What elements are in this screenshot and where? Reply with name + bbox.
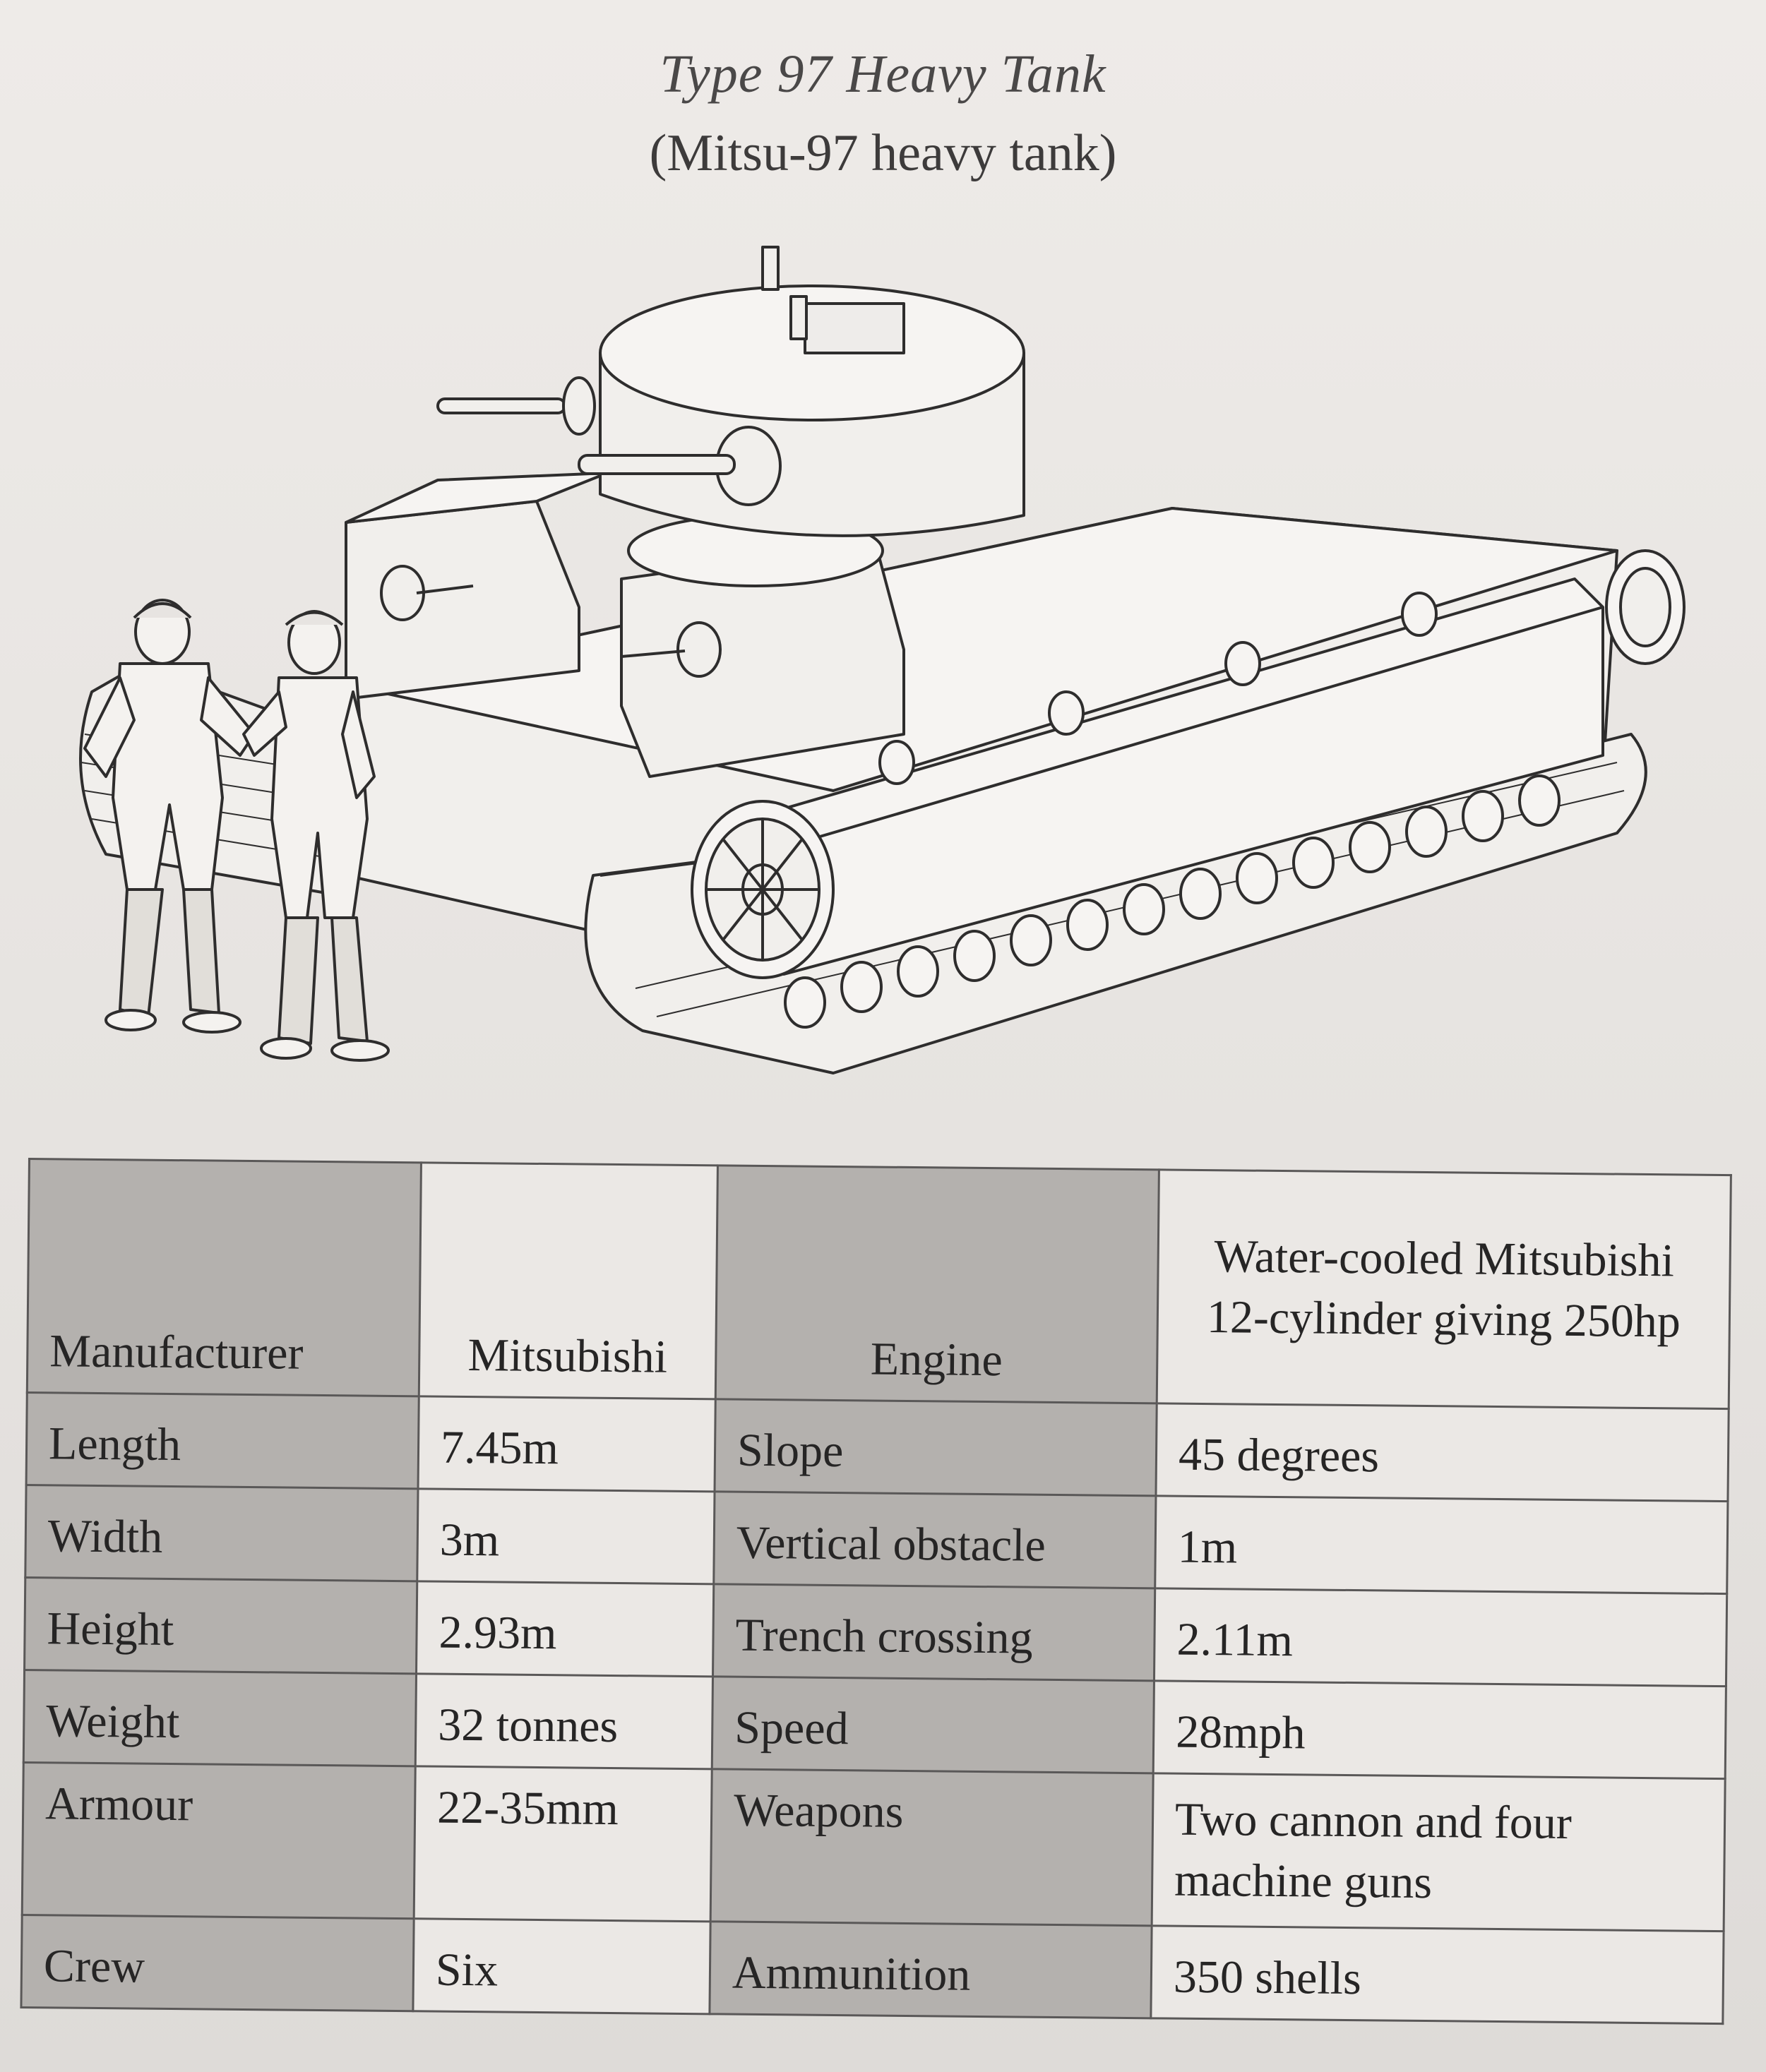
spec-label: Trench crossing	[712, 1584, 1155, 1681]
spec-table	[20, 1158, 1731, 2025]
spec-label: Armour	[22, 1762, 415, 1918]
page-subtitle: (Mitsu-97 heavy tank)	[649, 124, 1117, 182]
spec-label: Length	[26, 1392, 419, 1488]
spec-row	[27, 1159, 1731, 1409]
spec-value: 3m	[417, 1489, 715, 1584]
spec-value: Mitsubishi	[419, 1163, 717, 1399]
spec-row	[21, 1915, 1724, 2023]
spec-value: 1m	[1155, 1496, 1728, 1594]
spec-value: Two cannon and four machine guns	[1152, 1773, 1725, 1932]
drive-sprocket	[692, 801, 833, 978]
spec-value: 2.11m	[1154, 1588, 1726, 1687]
spec-label: Manufacturer	[27, 1159, 421, 1396]
spec-label: Weight	[23, 1670, 416, 1766]
spec-label: Engine	[715, 1166, 1159, 1403]
turret-hatch	[805, 304, 904, 353]
page-title: Type 97 Heavy Tank	[660, 44, 1106, 104]
spec-value: 45 degrees	[1156, 1403, 1729, 1502]
spec-row	[25, 1485, 1728, 1593]
spec-value: 7.45m	[418, 1396, 715, 1492]
spec-row	[23, 1670, 1726, 1778]
spec-value: 2.93m	[417, 1581, 714, 1677]
main-gun	[579, 455, 734, 474]
spec-label: Width	[25, 1485, 418, 1581]
spec-label: Weapons	[710, 1769, 1153, 1926]
spec-label: Slope	[715, 1399, 1157, 1496]
spec-row	[26, 1392, 1729, 1501]
spec-value: 28mph	[1153, 1681, 1726, 1779]
tank-illustration	[42, 240, 1737, 1087]
spec-label: Speed	[712, 1677, 1154, 1773]
spec-value: 350 shells	[1151, 1926, 1724, 2024]
spec-row	[22, 1762, 1725, 1931]
spec-label: Crew	[21, 1915, 414, 2011]
spec-value: Water-cooled Mitsubishi 12-cylinder giving 250hp	[1157, 1170, 1731, 1409]
spec-label: Vertical obstacle	[714, 1492, 1156, 1588]
periscope-1	[763, 247, 778, 289]
front-mg-port	[678, 623, 720, 676]
spec-label: Ammunition	[710, 1922, 1152, 2018]
spec-value: 22-35mm	[414, 1766, 712, 1922]
spec-value: 32 tonnes	[415, 1674, 712, 1769]
coaxial-gun	[438, 399, 565, 413]
spec-label: Height	[25, 1577, 417, 1673]
spec-value: Six	[413, 1919, 710, 2014]
spec-row	[25, 1577, 1727, 1686]
periscope-2	[791, 297, 806, 339]
